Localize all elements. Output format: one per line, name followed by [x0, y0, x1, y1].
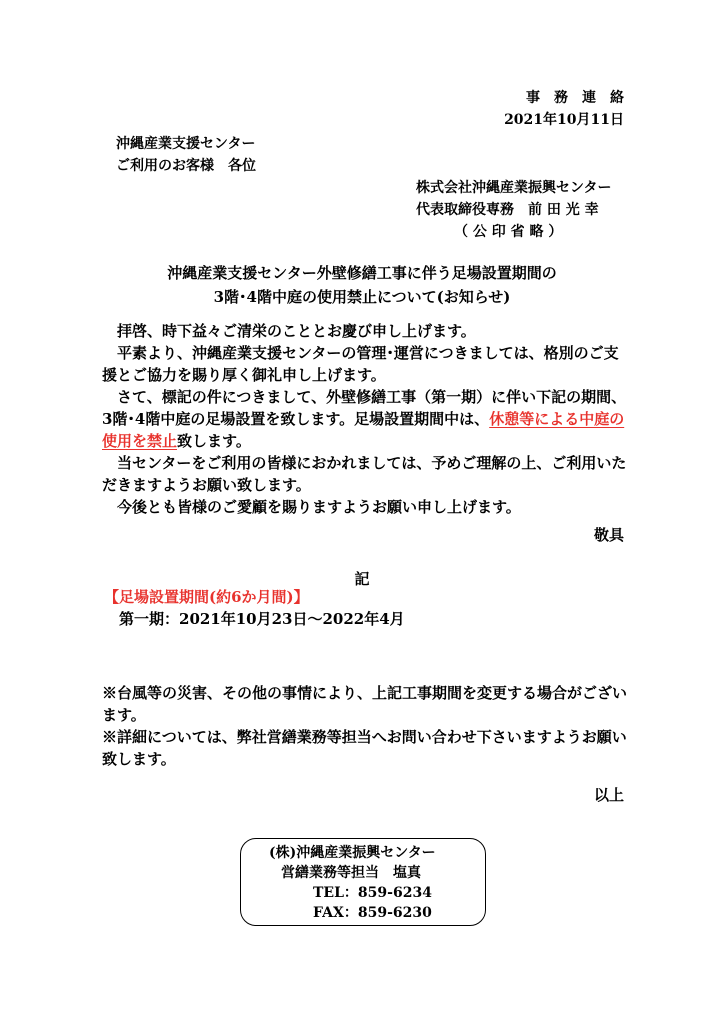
record-heading: 記 — [354, 570, 370, 588]
body-text — [102, 320, 632, 518]
recipient-line-1: 沖縄産業支援センター — [116, 136, 256, 152]
contact-tel: TEL：859-6234 — [313, 885, 432, 901]
courtyard-prohibition-highlight: 休憩等による中庭の使用を禁止 — [102, 410, 625, 450]
body-paragraph-thanks: 平素より、沖縄産業支援センターの管理･運営につきましては、格別のご支援とご協力を賜り厚く御礼申し上げます。 — [102, 344, 619, 384]
closing-word: 敬具 — [593, 526, 624, 544]
sender-company: 株式会社沖縄産業振興センター — [416, 180, 612, 196]
contact-department: 営繕業務等担当 塩真 — [281, 865, 421, 881]
body-paragraph-greeting: 拝啓、時下益々ご清栄のこととお慶び申し上げます。 — [102, 322, 476, 340]
scaffold-period-value: 第一期：2021年10月23日～2022年4月 — [104, 610, 405, 628]
recipient-line-2: ご利用のお客様 各位 — [116, 158, 256, 174]
notice-text: さて、標記の件につきまして、外壁修繕工事（第一期）に伴い下記の期間、3階･4階中庭の足場設置を致します。足場設置期間中は、 — [102, 388, 627, 428]
contact-company: (株)沖縄産業振興センター — [269, 845, 436, 861]
title-line-1: 沖縄産業支援センター外壁修繕工事に伴う足場設置期間の — [167, 264, 557, 282]
contact-box — [240, 838, 486, 926]
notes-section — [102, 682, 632, 770]
note-schedule-change: ※台風等の災害、その他の事情により、上記工事期間を変更する場合がございます。 — [102, 684, 628, 724]
sender-representative: 代表取締役専務 前 田 光 幸 — [416, 202, 599, 218]
doc-type-label: 事 務 連 絡 — [526, 90, 624, 106]
seal-omitted-note: （ 公 印 省 略 ） — [454, 224, 563, 240]
body-paragraph-notice — [102, 386, 632, 452]
end-mark: 以上 — [593, 786, 624, 804]
notice-text-end: 致します。 — [177, 432, 251, 450]
body-paragraph-closing: 今後とも皆様のご愛顧を賜りますようお願い申し上げます。 — [102, 498, 521, 516]
body-paragraph-request: 当センターをご利用の皆様におかれましては、予めご理解の上、ご利用いただきますようお願い致します。 — [102, 454, 627, 494]
title-line-2: 3階･4階中庭の使用禁止について(お知らせ) — [213, 288, 511, 306]
scaffold-period-label: 【足場設置期間(約6か月間)】 — [104, 588, 309, 606]
issue-date: 2021年10月11日 — [504, 112, 624, 128]
contact-fax: FAX：859-6230 — [313, 905, 432, 921]
note-contact-inquiry: ※詳細については、弊社営繕業務等担当へお問い合わせ下さいますようお願い致します。 — [102, 728, 627, 768]
